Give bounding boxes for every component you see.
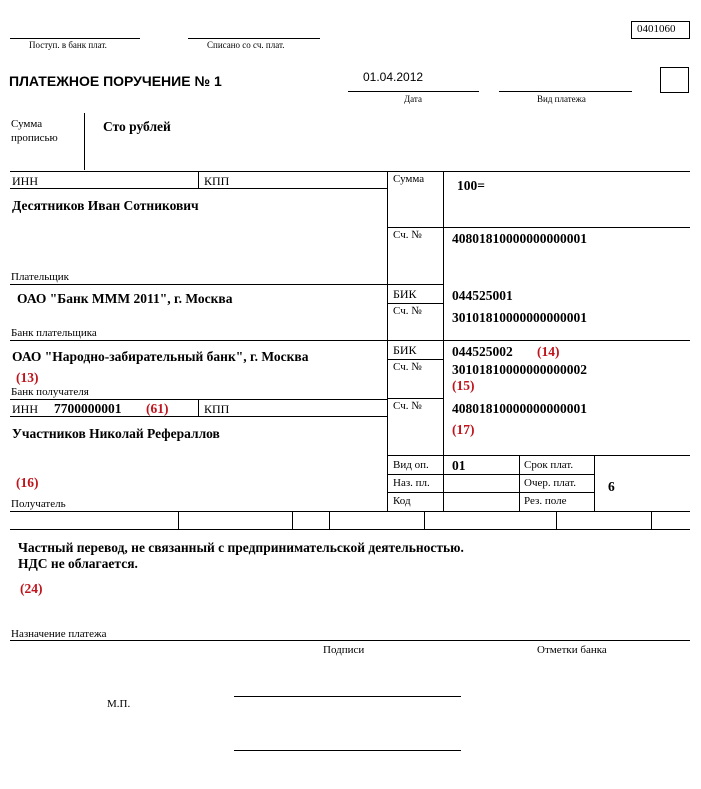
purpose-field-num: (24) bbox=[20, 581, 43, 596]
received-line bbox=[10, 38, 140, 39]
grid-line bbox=[10, 284, 443, 285]
purpose-code-label: Наз. пл. bbox=[393, 477, 430, 489]
grid-line bbox=[387, 303, 443, 304]
grid-line bbox=[594, 455, 595, 511]
payee-bik-field-num: (14) bbox=[537, 344, 560, 359]
order-number: 1 bbox=[213, 73, 222, 89]
grid-line bbox=[10, 188, 387, 189]
grid-line bbox=[519, 455, 520, 511]
op-type-label: Вид оп. bbox=[393, 459, 429, 471]
grid-line bbox=[10, 529, 690, 530]
payee-inn-value: 7700000001 bbox=[54, 401, 122, 416]
payer-bank-label: Банк плательщика bbox=[11, 327, 97, 339]
received-label: Поступ. в банк плат. bbox=[29, 40, 107, 50]
purpose-line-2: НДС не облагается. bbox=[18, 556, 138, 571]
op-type-value: 01 bbox=[452, 458, 466, 473]
grid-line bbox=[387, 171, 388, 511]
purpose-label: Назначение платежа bbox=[11, 628, 107, 640]
payee-account-label: Сч. № bbox=[393, 400, 422, 412]
sum-label: Сумма bbox=[393, 173, 425, 185]
payee-bank-label: Банк получателя bbox=[11, 386, 89, 398]
grid-line bbox=[556, 511, 557, 529]
amount-words-label-1: Сумма bbox=[11, 118, 43, 130]
grid-line bbox=[387, 474, 595, 475]
grid-line bbox=[10, 340, 690, 341]
grid-line bbox=[10, 511, 690, 512]
payee-bank-account-label: Сч. № bbox=[393, 361, 422, 373]
amount-words-label-2: прописью bbox=[11, 132, 58, 144]
grid-line bbox=[387, 492, 595, 493]
grid-line bbox=[329, 511, 330, 529]
payer-bik-label: БИК bbox=[393, 287, 417, 301]
payer-bik-value: 044525001 bbox=[452, 288, 513, 303]
reserve-label: Рез. поле bbox=[524, 495, 567, 507]
payment-type-line bbox=[499, 91, 632, 92]
payee-account-value: 40801810000000000001 bbox=[452, 401, 587, 416]
payer-bank-name: ОАО "Банк МММ 2011", г. Москва bbox=[17, 291, 233, 306]
page-title bbox=[9, 73, 222, 89]
due-label: Срок плат. bbox=[524, 459, 574, 471]
payee-bank-account-value: 30101810000000000002 bbox=[452, 362, 587, 377]
stamp-label: М.П. bbox=[107, 698, 131, 710]
status-box bbox=[660, 67, 689, 93]
payee-field-num: (16) bbox=[16, 475, 39, 490]
payer-bank-account-value: 30101810000000000001 bbox=[452, 310, 587, 325]
grid-line bbox=[178, 511, 179, 529]
priority-label: Очер. плат. bbox=[524, 477, 577, 489]
sum-value: 100= bbox=[457, 178, 485, 193]
payer-kpp-label: КПП bbox=[204, 174, 230, 188]
purpose-line-1: Частный перевод, не связанный с предпринимательской деятельностью. bbox=[18, 540, 464, 555]
payee-label: Получатель bbox=[11, 498, 66, 510]
payee-bank-account-field-num: (15) bbox=[452, 378, 475, 393]
date-value: 01.04.2012 bbox=[363, 70, 424, 84]
grid-line bbox=[292, 511, 293, 529]
payer-bank-account-label: Сч. № bbox=[393, 305, 422, 317]
payer-account-value: 40801810000000000001 bbox=[452, 231, 587, 246]
date-line bbox=[348, 91, 479, 92]
grid-line bbox=[10, 171, 690, 172]
payment-type-label: Вид платежа bbox=[537, 94, 586, 104]
payee-kpp-label: КПП bbox=[204, 402, 230, 416]
date-label: Дата bbox=[404, 94, 422, 104]
payer-account-label: Сч. № bbox=[393, 229, 422, 241]
debited-label: Списано со сч. плат. bbox=[207, 40, 285, 50]
grid-line bbox=[198, 399, 199, 416]
amount-words-divider bbox=[84, 113, 85, 170]
payer-inn-label: ИНН bbox=[12, 174, 38, 188]
payee-inn-field-num: (61) bbox=[146, 401, 169, 416]
grid-line bbox=[443, 171, 444, 511]
grid-line bbox=[387, 455, 690, 456]
payer-label: Плательщик bbox=[11, 271, 69, 283]
bank-marks-label: Отметки банка bbox=[537, 644, 607, 656]
grid-line bbox=[424, 511, 425, 529]
payer-name: Десятников Иван Сотникович bbox=[12, 198, 199, 213]
payee-name: Участников Николай Рефераллов bbox=[12, 426, 220, 441]
grid-line bbox=[387, 359, 443, 360]
amount-words-value: Сто рублей bbox=[103, 119, 171, 134]
signature-line-2 bbox=[234, 750, 461, 751]
payee-bank-field-num: (13) bbox=[16, 370, 39, 385]
grid-line bbox=[387, 227, 690, 228]
form-code: 0401060 bbox=[637, 23, 676, 35]
payee-bik-label: БИК bbox=[393, 343, 417, 357]
grid-line bbox=[198, 171, 199, 188]
purpose-bottom-line bbox=[10, 640, 690, 641]
payee-bank-name: ОАО "Народно-забирательный банк", г. Москва bbox=[12, 349, 309, 364]
payee-inn-label: ИНН bbox=[12, 402, 38, 416]
payee-account-field-num: (17) bbox=[452, 422, 475, 437]
title-text: ПЛАТЕЖНОЕ ПОРУЧЕНИЕ № bbox=[9, 73, 211, 89]
code-label: Код bbox=[393, 495, 411, 507]
debited-line bbox=[188, 38, 320, 39]
priority-value: 6 bbox=[608, 479, 615, 494]
grid-line bbox=[651, 511, 652, 529]
payee-bik-value: 044525002 bbox=[452, 344, 513, 359]
signatures-label: Подписи bbox=[323, 644, 365, 656]
signature-line-1 bbox=[234, 696, 461, 697]
grid-line bbox=[387, 398, 443, 399]
